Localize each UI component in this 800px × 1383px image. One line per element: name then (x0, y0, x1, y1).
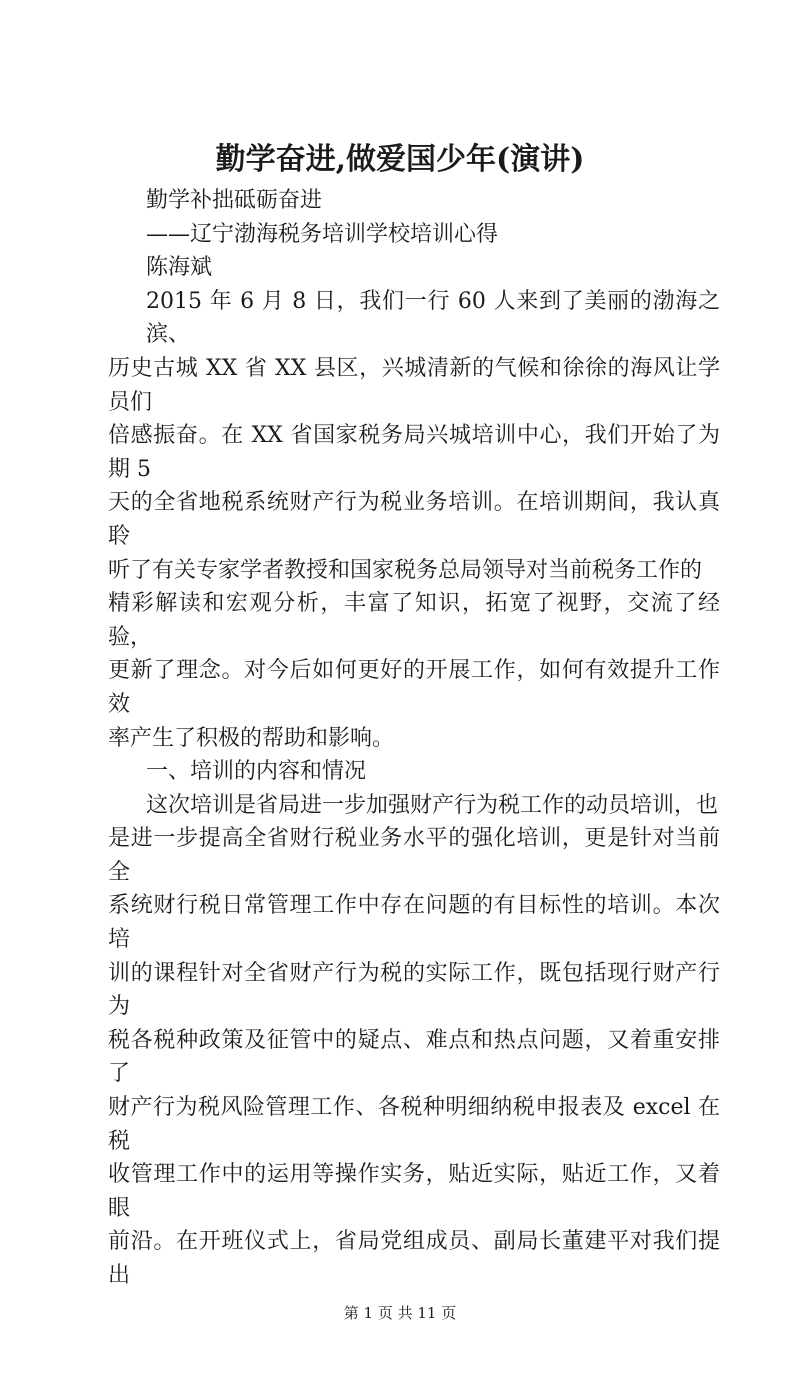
subtitle-line: ——辽宁渤海税务培训学校培训心得 (146, 221, 499, 247)
paragraph-line: 2015 年 6 月 8 日，我们一行 60 人来到了美丽的渤海之滨、 (146, 288, 720, 348)
paragraph-line: 是进一步提高全省财行税业务水平的强化培训，更是针对当前全 (108, 826, 720, 885)
paragraph-line: 率产生了积极的帮助和影响。 (108, 725, 395, 751)
paragraph-line: 前沿。在开班仪式上，省局党组成员、副局长董建平对我们提出 (108, 1229, 720, 1288)
paragraph-line: 听了有关专家学者教授和国家税务总局领导对当前税务工作的 (108, 557, 703, 583)
section-heading: 一、培训的内容和情况 (146, 759, 367, 785)
paragraph-line: 倍感振奋。在 XX 省国家税务局兴城培训中心，我们开始了为期 5 (108, 423, 720, 482)
paragraph-line: 税各税种政策及征管中的疑点、难点和热点问题，又着重安排了 (108, 1027, 720, 1087)
paragraph-line: 这次培训是省局进一步加强财产行为税工作的动员培训，也 (146, 792, 719, 818)
document-body (108, 180, 720, 1293)
paragraph-line: 系统财行税日常管理工作中存在问题的有目标性的培训。本次培 (108, 893, 720, 953)
paragraph-line: 天的全省地税系统财产行为税业务培训。在培训期间，我认真聆 (108, 490, 720, 549)
subtitle-line: 陈海斌 (146, 255, 213, 281)
paragraph-line: 更新了理念。对今后如何更好的开展工作，如何有效提升工作效 (108, 658, 720, 717)
paragraph-line: 历史古城 XX 省 XX 县区，兴城清新的气候和徐徐的海风让学员们 (108, 355, 720, 415)
paragraph-line: 精彩解读和宏观分析，丰富了知识，拓宽了视野，交流了经验， (108, 591, 720, 650)
page-footer: 第 1 页 共 11 页 (343, 1303, 457, 1322)
paragraph-line: 收管理工作中的运用等操作实务，贴近实际，贴近工作，又着眼 (108, 1162, 720, 1221)
document-title: 勤学奋进,做爱国少年(演讲) (215, 142, 585, 177)
subtitle-line: 勤学补拙砥砺奋进 (146, 188, 323, 213)
paragraph-line: 训的课程针对全省财产行为税的实际工作，既包括现行财产行为 (108, 960, 720, 1020)
paragraph-line: 财产行为税风险管理工作、各税种明细纳税申报表及 excel 在税 (108, 1095, 720, 1154)
